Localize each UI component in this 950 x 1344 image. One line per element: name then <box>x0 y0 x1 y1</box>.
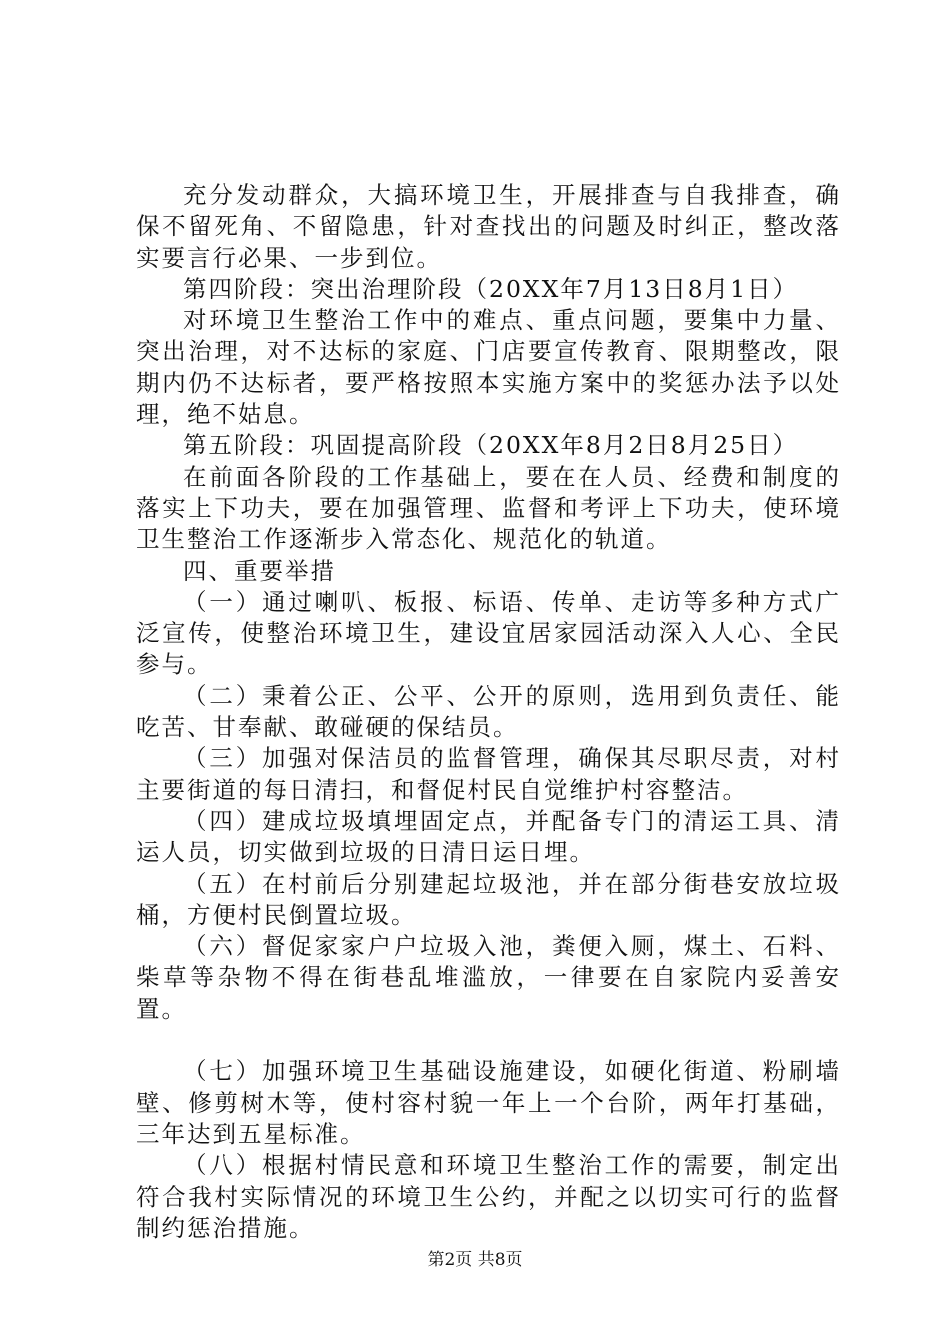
paragraph-mobilize-public: 充分发动群众，大搞环境卫生，开展排查与自我排查，确保不留死角、不留隐患，针对查找出的问题及时纠正，整改落实要言行必果、一步到位。 <box>136 181 841 272</box>
measure-item-8: （八）根据村情民意和环境卫生整治工作的需要，制定出符合我村实际情况的环境卫生公约，并配之以切实可行的监督制约惩治措施。 <box>136 1151 841 1242</box>
measure-item-5: （五）在村前后分别建起垃圾池，并在部分街巷安放垃圾桶，方便村民倒置垃圾。 <box>136 869 841 929</box>
heading-stage-four: 第四阶段：突出治理阶段（20XX年7月13日8月1日） <box>183 274 799 303</box>
heading-stage-five: 第五阶段：巩固提高阶段（20XX年8月2日8月25日） <box>183 431 799 460</box>
document-body <box>136 180 841 1244</box>
measure-item-2: （二）秉着公正、公平、公开的原则，选用到负责任、能吃苦、甘奉献、敢碰硬的保结员。 <box>136 681 841 742</box>
measure-item-6: （六）督促家家户户垃圾入池，粪便入厕，煤土、石料、柴草等杂物不得在街巷乱堆滥放，一律要在自家院内妥善安置。 <box>136 932 841 1023</box>
measure-item-4: （四）建成垃圾填埋固定点，并配备专门的清运工具、清运人员，切实做到垃圾的日清日运日埋。 <box>136 806 841 867</box>
measure-item-7: （七）加强环境卫生基础设施建设，如硬化街道、粉刷墙壁、修剪树木等，使村容村貌一年上一个台阶，两年打基础，三年达到五星标准。 <box>136 1057 841 1148</box>
paragraph-stage-four: 对环境卫生整治工作中的难点、重点问题，要集中力量、突出治理，对不达标的家庭、门店要宣传教育、限期整改，限期内仍不达标者，要严格按照本实施方案中的奖惩办法予以处理，绝不姑息。 <box>136 306 841 429</box>
measure-item-1: （一）通过喇叭、板报、标语、传单、走访等多种方式广泛宣传，使整治环境卫生，建设宜居家园活动深入人心、全民参与。 <box>136 587 841 679</box>
page-number-footer: 第2页 共8页 <box>427 1250 523 1270</box>
paragraph-gap <box>136 1025 841 1056</box>
measure-item-3: （三）加强对保洁员的监督管理，确保其尽职尽责，对村主要街道的每日清扫，和督促村民自觉维护村容整洁。 <box>136 744 841 804</box>
heading-key-measures: 四、重要举措 <box>183 556 336 585</box>
paragraph-stage-five: 在前面各阶段的工作基础上，要在在人员、经费和制度的落实上下功夫，要在加强管理、监督和考评上下功夫，使环境卫生整治工作逐渐步入常态化、规范化的轨道。 <box>136 462 841 554</box>
